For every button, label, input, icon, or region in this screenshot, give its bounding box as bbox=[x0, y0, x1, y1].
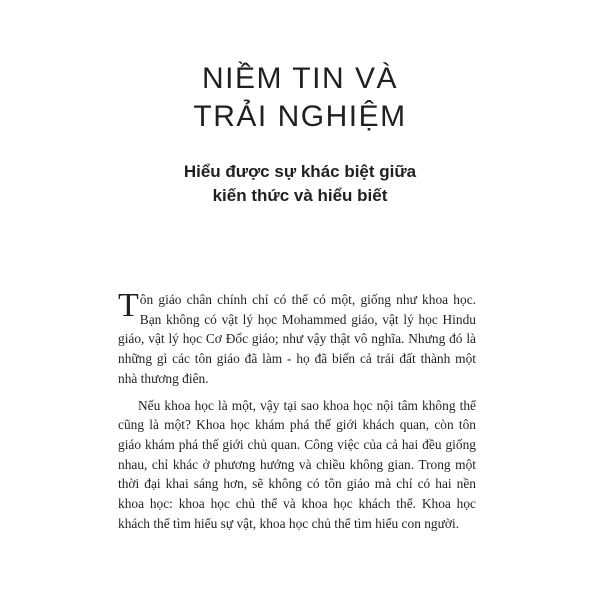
chapter-title bbox=[0, 60, 600, 136]
chapter-subtitle-line-2: kiến thức và hiểu biết bbox=[212, 186, 388, 205]
paragraph-1-text: ôn giáo chân chính chỉ có thể có một, giống như khoa học. Bạn không có vật lý học Mohammed giáo, vật lý học Hindu giáo, vật lý học Cơ Đốc giáo; như vậy thật vô nghĩa. Nhưng đó là những gì các tôn giáo đã làm - họ đã biến cả trái đất thành một nhà thương điên. bbox=[118, 292, 476, 386]
chapter-title-line-1: NIỀM TIN VÀ bbox=[202, 62, 398, 95]
body-text bbox=[118, 287, 476, 533]
chapter-subtitle-line-1: Hiểu được sự khác biệt giữa bbox=[183, 162, 417, 181]
paragraph-2: Nếu khoa học là một, vậy tại sao khoa học nội tâm không thể cũng là một? Khoa học khám phá thế giới khách quan, còn tôn giáo khám phá thế giới chủ quan. Công việc của cả hai đều giống nhau, chỉ khác ở phương hướng và chiều không gian. Trong một thời đại khai sáng hơn, sẽ không có tôn giáo mà chỉ có hai nền khoa học: khoa học chủ thể và khoa học khách thể. Khoa học khách thể tìm hiểu sự vật, khoa học chủ thể tìm hiểu con người. bbox=[118, 397, 476, 531]
drop-cap: T bbox=[118, 287, 139, 324]
chapter-subtitle bbox=[0, 160, 600, 208]
chapter-title-line-2: TRẢI NGHIỆM bbox=[193, 100, 407, 133]
paragraph-1 bbox=[118, 287, 476, 389]
